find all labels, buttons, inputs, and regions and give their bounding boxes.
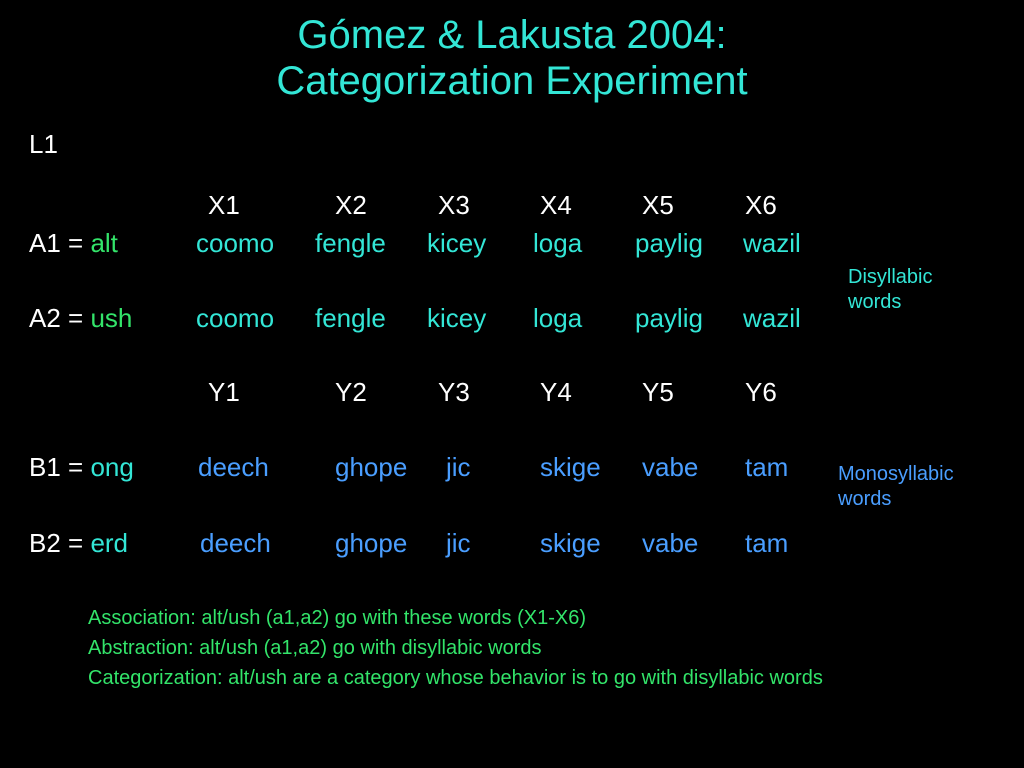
row-b1-word-1: deech [198,452,269,482]
x-header-4: X4 [540,190,572,220]
row-b2-label: B2 = [29,528,91,558]
y-header-5: Y5 [642,377,674,407]
row-a1-word-4: loga [533,228,583,258]
row-b1-label: B1 = [29,452,91,482]
row-a2-word-2: fengle [315,303,386,333]
y-header-3: Y3 [438,377,470,407]
row-b1-word-4: skige [540,452,601,482]
x-header-3: X3 [438,190,470,220]
language-label: L1 [29,129,58,159]
row-a1-word-5: paylig [635,228,703,258]
row-b2-word-4: skige [540,528,601,558]
row-a1-word-3: kicey [427,228,487,258]
row-b1-word-2: ghope [335,452,408,482]
row-a1 [29,228,118,258]
row-b1 [29,452,134,482]
row-b2-word-2: ghope [335,528,408,558]
footer-abstraction: Abstraction: alt/ush (a1,a2) go with disyllabic words [88,637,542,659]
row-a1-word-1: coomo [196,228,275,258]
note-disyllabic [848,265,932,315]
row-a2-label: A2 = [29,303,91,333]
row-a2-word-5: paylig [635,303,703,333]
row-b2-word-1: deech [200,528,271,558]
row-a2-word-4: loga [533,303,583,333]
footer-notes [88,603,858,693]
slide-title [0,12,1024,104]
x-header-2: X2 [335,190,367,220]
y-header-1: Y1 [208,377,240,407]
y-header-2: Y2 [335,377,367,407]
row-a2-word-6: wazil [743,303,801,333]
note-disyllabic-line-1: Disyllabic [848,266,933,288]
note-monosyllabic [838,462,954,512]
x-header-1: X1 [208,190,240,220]
x-header-6: X6 [745,190,777,220]
row-b1-word-5: vabe [642,452,699,482]
footer-categorization: Categorization: alt/ush are a category whose behavior is to go with disyllabic words [88,667,823,689]
row-a1-marker: alt [90,228,118,258]
row-b2-marker: erd [90,528,129,558]
row-a2 [29,303,132,333]
y-header-6: Y6 [745,377,777,407]
row-b2-word-5: vabe [642,528,699,558]
row-a1-word-2: fengle [315,228,386,258]
note-monosyllabic-line-1: Monosyllabic [838,463,954,485]
row-b1-marker: ong [90,452,134,482]
row-b1-word-3: jic [446,452,471,482]
row-a1-label: A1 = [29,228,91,258]
row-a2-marker: ush [90,303,133,333]
x-header-5: X5 [642,190,674,220]
row-b2 [29,528,128,558]
row-b2-word-6: tam [745,528,789,558]
note-monosyllabic-line-2: words [838,488,892,510]
note-disyllabic-line-2: words [848,291,902,313]
row-b2-word-3: jic [446,528,471,558]
row-a1-word-6: wazil [743,228,801,258]
y-header-4: Y4 [540,377,572,407]
row-b1-word-6: tam [745,452,789,482]
title-line-1: Gómez & Lakusta 2004: [297,13,727,57]
row-a2-word-1: coomo [196,303,275,333]
row-a2-word-3: kicey [427,303,487,333]
footer-association: Association: alt/ush (a1,a2) go with these words (X1-X6) [88,607,587,629]
title-line-2: Categorization Experiment [276,59,748,103]
